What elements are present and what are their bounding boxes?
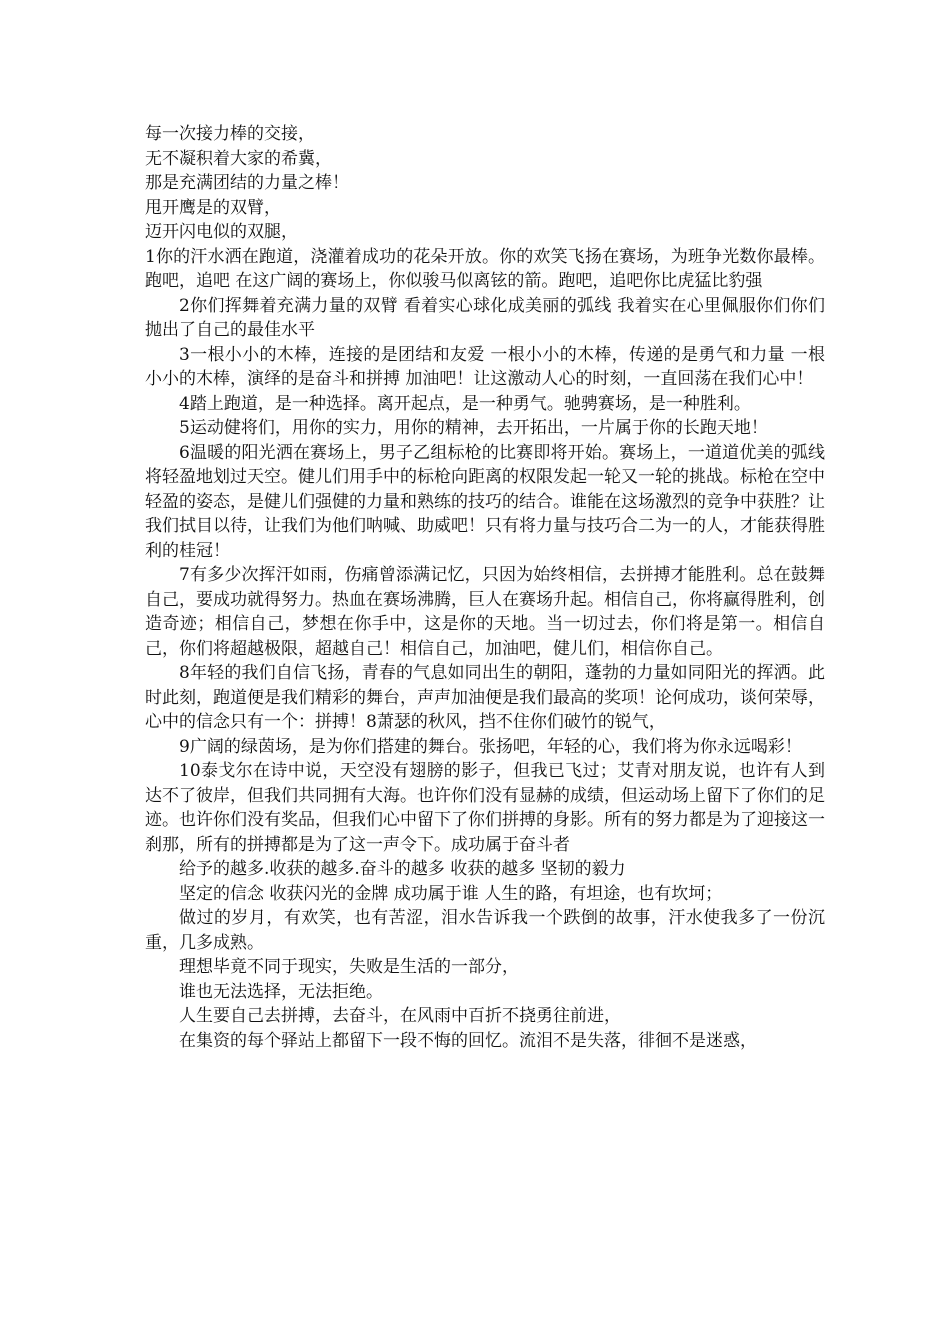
paragraph-2: 2你们挥舞着充满力量的双臂 看着实心球化成美丽的弧线 我着实在心里佩服你们你们抛出了自己的最佳水平 — [145, 295, 825, 340]
paragraph-4: 4踏上跑道，是一种选择。离开起点，是一种勇气。驰骋赛场，是一种胜利。 — [179, 393, 751, 414]
verse-line: 无不凝积着大家的希冀， — [145, 148, 332, 169]
document-body — [145, 122, 825, 1053]
paragraph-6: 6温暖的阳光洒在赛场上，男子乙组标枪的比赛即将开始。赛场上，一道道优美的弧线将轻盈地划过天空。健儿们用手中的标枪向距离的权限发起一轮又一轮的挑战。标枪在空中轻盈的姿态，是健儿们强健的力量和熟练的技巧的结合。谁能在这场激烈的竞争中获胜？让我们拭目以待，让我们为他们呐喊、助威吧！只有将力量与技巧合二为一的人，才能获得胜利的桂冠！ — [145, 442, 825, 561]
verse-line: 那是充满团结的力量之棒！ — [145, 173, 349, 193]
paragraph-8: 8年轻的我们自信飞扬，青春的气息如同出生的朝阳，蓬勃的力量如同阳光的挥洒。此时此刻，跑道便是我们精彩的舞台，声声加油便是我们最高的奖项！论何成功，谈何荣辱，心中的信念只有一个：拼搏！8萧瑟的秋风，挡不住你们破竹的锐气， — [145, 663, 825, 732]
paragraph-17: 在集资的每个驿站上都留下一段不悔的回忆。流泪不是失落，徘徊不是迷惑， — [179, 1030, 757, 1051]
paragraph-15: 谁也无法选择，无法拒绝。 — [179, 981, 383, 1002]
verse-line: 每一次接力棒的交接， — [145, 124, 315, 144]
paragraph-7: 7有多少次挥汗如雨，伤痛曾添满记忆，只因为始终相信，去拼搏才能胜利。总在鼓舞自己，要成功就得努力。热血在赛场沸腾，巨人在赛场升起。相信自己，你将赢得胜利，创造奇迹；相信自己，梦想在你手中，这是你的天地。当一切过去，你们将是第一。相信自己，你们将超越极限，超越自己！相信自己，加油吧，健儿们，相信你自己。 — [145, 565, 825, 659]
paragraph-10: 10泰戈尔在诗中说，天空没有翅膀的影子，但我已飞过；艾青对朋友说，也许有人到达不了彼岸，但我们共同拥有大海。也许你们没有显赫的成绩，但运动场上留下了你们的足迹。也许你们没有奖品，但我们心中留下了你们拼搏的身影。所有的努力都是为了迎接这一刹那，所有的拼搏都是为了这一声令下。成功属于奋斗者 — [145, 761, 825, 855]
verse-line: 迈开闪电似的双腿， — [145, 222, 298, 242]
paragraph-3: 3一根小小的木棒，连接的是团结和友爱 一根小小的木棒，传递的是勇气和力量 一根小小的木棒，演绎的是奋斗和拼搏 加油吧！让这激动人心的时刻，一直回荡在我们心中！ — [145, 344, 825, 389]
paragraph-5: 5运动健将们，用你的实力，用你的精神，去开拓出，一片属于你的长跑天地！ — [179, 418, 768, 438]
paragraph-14: 理想毕竟不同于现实，失败是生活的一部分， — [179, 957, 519, 977]
paragraph-11: 给予的越多.收获的越多.奋斗的越多 收获的越多 坚韧的毅力 — [179, 859, 626, 879]
paragraph-9: 9广阔的绿茵场，是为你们搭建的舞台。张扬吧，年轻的心，我们将为你永远喝彩！ — [179, 736, 802, 757]
verse-block — [145, 122, 825, 245]
paragraph-12: 坚定的信念 收获闪光的金牌 成功属于谁 人生的路，有坦途，也有坎坷； — [179, 883, 723, 904]
paragraph-13: 做过的岁月，有欢笑，也有苦涩，泪水告诉我一个跌倒的故事，汗水使我多了一份沉重，几多成熟。 — [145, 908, 825, 953]
verse-line: 甩开鹰是的双臂， — [145, 197, 281, 218]
paragraph-1: 1你的汗水洒在跑道，浇灌着成功的花朵开放。你的欢笑飞扬在赛场，为班争光数你最棒。跑吧，追吧 在这广阔的赛场上，你似骏马似离铉的箭。跑吧，追吧你比虎猛比豹强 — [145, 246, 825, 291]
paragraph-16: 人生要自己去拼搏，去奋斗，在风雨中百折不挠勇往前进， — [179, 1006, 621, 1026]
